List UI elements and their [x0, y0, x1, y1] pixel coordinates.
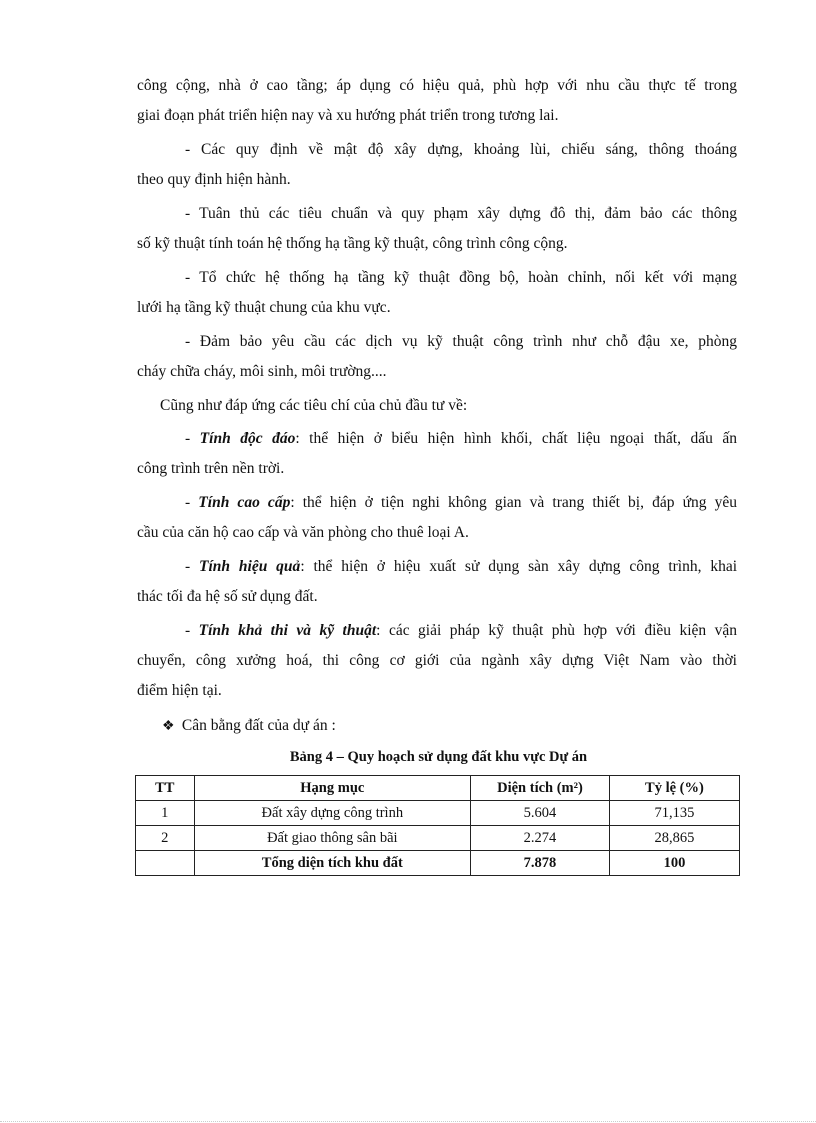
- requirement-line-1: - Tuân thủ các tiêu chuẩn và quy phạm xây dựng đô thị, đảm bảo các thông: [185, 205, 737, 222]
- cell-tt: [136, 851, 195, 876]
- cell-area: 2.274: [471, 826, 610, 851]
- cell-category: Đất xây dựng công trình: [194, 801, 470, 826]
- requirement-item: [137, 327, 737, 387]
- criterion-term: Tính độc đáo: [199, 430, 296, 447]
- criterion-desc: : thể hiện ở tiện nghi không gian và trang thiết bị, đáp ứng yêu: [290, 494, 738, 511]
- criteria-intro: [160, 391, 740, 421]
- criterion-item: [137, 488, 737, 548]
- criterion-dash: -: [185, 430, 200, 447]
- criterion-item: [137, 552, 737, 612]
- intro-paragraph: [137, 71, 737, 131]
- criterion-line-1: [137, 488, 737, 518]
- criterion-dash: -: [185, 622, 199, 639]
- criteria-intro-text: Cũng như đáp ứng các tiêu chí của chủ đầu tư về:: [160, 397, 468, 414]
- requirement-line-1: - Đảm bảo yêu cầu các dịch vụ kỹ thuật công trình như chỗ đậu xe, phòng: [185, 333, 737, 350]
- requirement-line-2: cháy chữa cháy, môi sinh, môi trường....: [137, 363, 387, 380]
- criterion-term: Tính hiệu quả: [199, 558, 301, 575]
- cell-total-label: Tổng diện tích khu đất: [194, 851, 470, 876]
- cell-total-ratio: 100: [609, 851, 739, 876]
- header-area: Diện tích (m²): [471, 776, 610, 801]
- table-row: [136, 826, 740, 851]
- land-use-table: [135, 775, 740, 876]
- intro-line-1: công cộng, nhà ở cao tầng; áp dụng có hiệu quả, phù hợp với nhu cầu thực tế trong: [137, 77, 737, 94]
- requirement-line-2: lưới hạ tầng kỹ thuật chung của khu vực.: [137, 299, 391, 316]
- table-total-row: [136, 851, 740, 876]
- criterion-line-2: công trình trên nền trời.: [137, 460, 285, 477]
- criterion-line-1: [137, 552, 737, 582]
- header-ratio: Tỷ lệ (%): [609, 776, 739, 801]
- criterion-desc: : các giải pháp kỹ thuật phù hợp với điều kiện vận: [376, 622, 737, 639]
- cell-tt: 1: [136, 801, 195, 826]
- requirement-line-1: - Các quy định về mật độ xây dựng, khoảng lùi, chiếu sáng, thông thoáng: [185, 141, 737, 158]
- table-caption: Bảng 4 – Quy hoạch sử dụng đất khu vực Dự án: [289, 749, 588, 765]
- requirement-line-2: số kỹ thuật tính toán hệ thống hạ tầng kỹ thuật, công trình công cộng.: [137, 235, 568, 252]
- cell-total-area: 7.878: [471, 851, 610, 876]
- cell-ratio: 28,865: [609, 826, 739, 851]
- criterion-desc: : thể hiện ở biểu hiện hình khối, chất liệu ngoại thất, dấu ấn: [295, 430, 737, 447]
- page-bottom-divider: [0, 1121, 816, 1122]
- requirement-line-2: theo quy định hiện hành.: [137, 171, 291, 188]
- requirement-item: [137, 135, 737, 195]
- requirement-line-1: - Tổ chức hệ thống hạ tầng kỹ thuật đồng bộ, hoàn chỉnh, nối kết với mạng: [185, 269, 737, 286]
- cell-category: Đất giao thông sân bãi: [194, 826, 470, 851]
- criterion-dash: -: [185, 494, 199, 511]
- criterion-item: [137, 424, 737, 484]
- cell-ratio: 71,135: [609, 801, 739, 826]
- table-header-row: [136, 776, 740, 801]
- criterion-term: Tính khả thi và kỹ thuật: [198, 622, 377, 639]
- cell-tt: 2: [136, 826, 195, 851]
- cell-area: 5.604: [471, 801, 610, 826]
- header-tt: TT: [136, 776, 195, 801]
- requirement-item: [137, 199, 737, 259]
- criterion-line-2: thác tối đa hệ số sử dụng đất.: [137, 588, 318, 605]
- criterion-line-2: chuyển, công xưởng hoá, thi công cơ giới của ngành xây dựng Việt Nam vào thời: [137, 652, 737, 669]
- table-row: [136, 801, 740, 826]
- criterion-line-3: điểm hiện tại.: [137, 682, 222, 699]
- criterion-dash: -: [185, 558, 200, 575]
- criterion-line-2: cầu của căn hộ cao cấp và văn phòng cho thuê loại A.: [137, 524, 469, 541]
- requirement-item: [137, 263, 737, 323]
- criterion-line-1: [137, 616, 737, 646]
- diamond-bullet-icon: ❖: [162, 719, 175, 734]
- criterion-line-1: [137, 424, 737, 454]
- criterion-term: Tính cao cấp: [198, 494, 291, 511]
- header-category: Hạng mục: [194, 776, 470, 801]
- criterion-item: [137, 616, 737, 706]
- intro-line-2: giai đoạn phát triển hiện nay và xu hướng phát triển trong tương lai.: [137, 107, 559, 124]
- criterion-desc: : thể hiện ở hiệu xuất sử dụng sàn xây dựng công trình, khai: [300, 558, 738, 575]
- land-balance-heading-text: Cân bằng đất của dự án :: [181, 717, 336, 734]
- land-balance-heading: [162, 711, 336, 742]
